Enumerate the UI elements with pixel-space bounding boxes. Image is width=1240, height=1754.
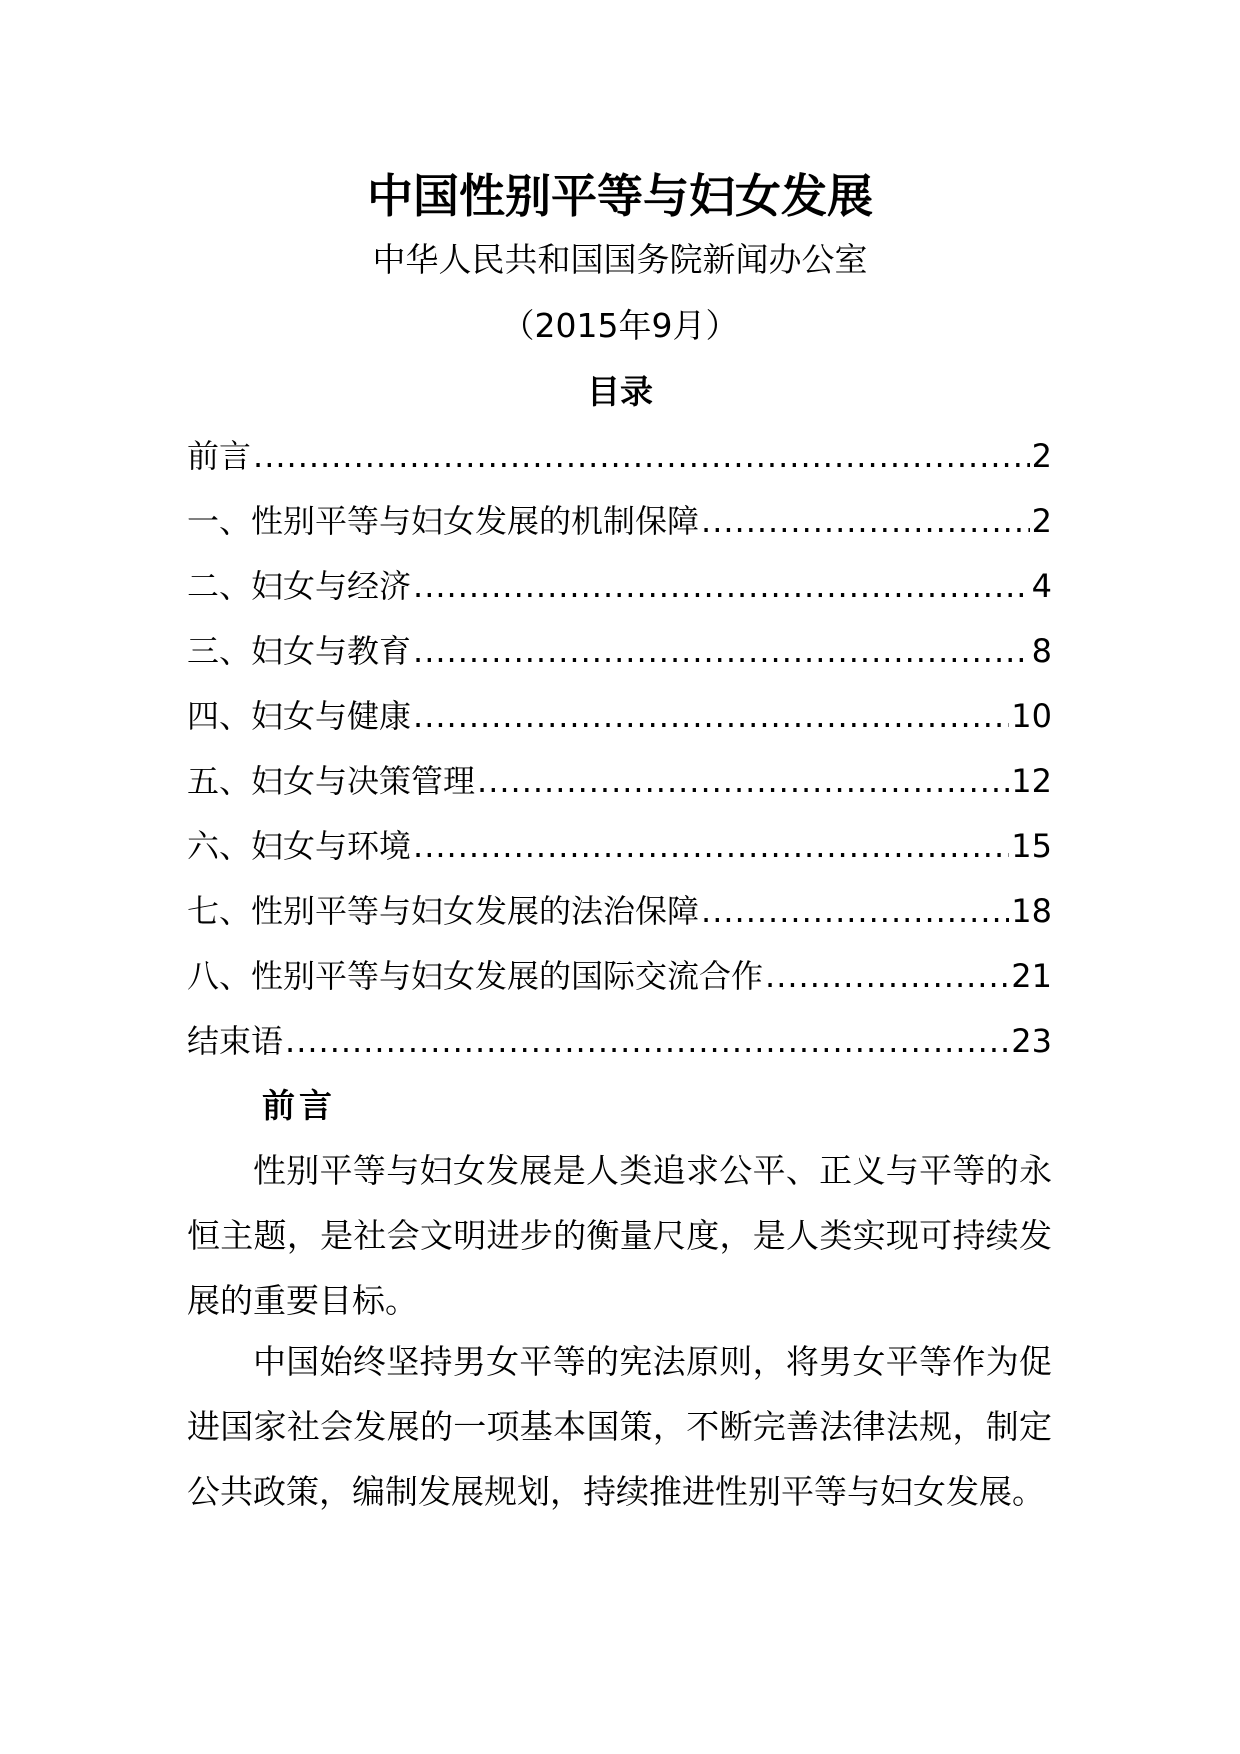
toc-leader-dots bbox=[701, 495, 1030, 547]
toc-item-label: 八、性别平等与妇女发展的国际交流合作 bbox=[187, 957, 764, 995]
toc-leader-dots bbox=[285, 1015, 1009, 1067]
toc-item-page: 8 bbox=[1031, 632, 1052, 670]
toc-leader-dots bbox=[413, 625, 1030, 677]
toc-item-label: 五、妇女与决策管理 bbox=[187, 762, 476, 800]
toc-leader-dots bbox=[413, 560, 1030, 612]
toc-leader-dots bbox=[701, 885, 1009, 937]
toc-item-page: 12 bbox=[1011, 762, 1052, 800]
toc-item-page: 18 bbox=[1011, 892, 1052, 930]
toc-item-page: 10 bbox=[1011, 697, 1052, 735]
toc-item-preface[interactable] bbox=[187, 430, 1052, 495]
toc-item-label: 前言 bbox=[187, 437, 252, 475]
toc-item-page: 2 bbox=[1031, 437, 1052, 475]
toc-item-chapter-7[interactable] bbox=[187, 885, 1052, 950]
table-of-contents bbox=[187, 430, 1052, 1080]
body-paragraph: 性别平等与妇女发展是人类追求公平、正义与平等的永恒主题，是社会文明进步的衡量尺度，是人类实现可持续发展的重要目标。 bbox=[187, 1151, 1052, 1320]
body-paragraph: 中国始终坚持男女平等的宪法原则，将男女平等作为促进国家社会发展的一项基本国策，不断完善法律法规，制定公共政策，编制发展规划，持续推进性别平等与妇女发展。 bbox=[187, 1342, 1052, 1511]
toc-heading: 目录 bbox=[587, 372, 653, 411]
toc-item-page: 2 bbox=[1031, 502, 1052, 540]
publication-date: （2015年9月） bbox=[501, 306, 739, 345]
toc-item-label: 四、妇女与健康 bbox=[187, 697, 412, 735]
document-title: 中国性别平等与妇女发展 bbox=[367, 169, 873, 223]
toc-item-chapter-2[interactable] bbox=[187, 560, 1052, 625]
section-heading-preface: 前言 bbox=[262, 1086, 336, 1125]
toc-item-label: 三、妇女与教育 bbox=[187, 632, 412, 670]
toc-leader-dots bbox=[477, 755, 1009, 807]
toc-item-page: 23 bbox=[1011, 1022, 1052, 1060]
toc-item-label: 七、性别平等与妇女发展的法治保障 bbox=[187, 892, 700, 930]
toc-item-page: 15 bbox=[1011, 827, 1052, 865]
toc-item-chapter-6[interactable] bbox=[187, 820, 1052, 885]
toc-item-chapter-5[interactable] bbox=[187, 755, 1052, 820]
toc-leader-dots bbox=[413, 820, 1009, 872]
issuer-line: 中华人民共和国国务院新闻办公室 bbox=[372, 240, 868, 279]
toc-item-chapter-8[interactable] bbox=[187, 950, 1052, 1015]
toc-item-label: 二、妇女与经济 bbox=[187, 567, 412, 605]
toc-leader-dots bbox=[413, 690, 1009, 742]
toc-item-label: 结束语 bbox=[187, 1022, 284, 1060]
toc-leader-dots bbox=[253, 430, 1030, 482]
toc-item-chapter-3[interactable] bbox=[187, 625, 1052, 690]
toc-item-chapter-1[interactable] bbox=[187, 495, 1052, 560]
toc-item-conclusion[interactable] bbox=[187, 1015, 1052, 1080]
toc-leader-dots bbox=[765, 950, 1009, 1002]
toc-item-chapter-4[interactable] bbox=[187, 690, 1052, 755]
toc-item-page: 4 bbox=[1031, 567, 1052, 605]
toc-item-label: 六、妇女与环境 bbox=[187, 827, 412, 865]
toc-item-page: 21 bbox=[1011, 957, 1052, 995]
toc-item-label: 一、性别平等与妇女发展的机制保障 bbox=[187, 502, 700, 540]
